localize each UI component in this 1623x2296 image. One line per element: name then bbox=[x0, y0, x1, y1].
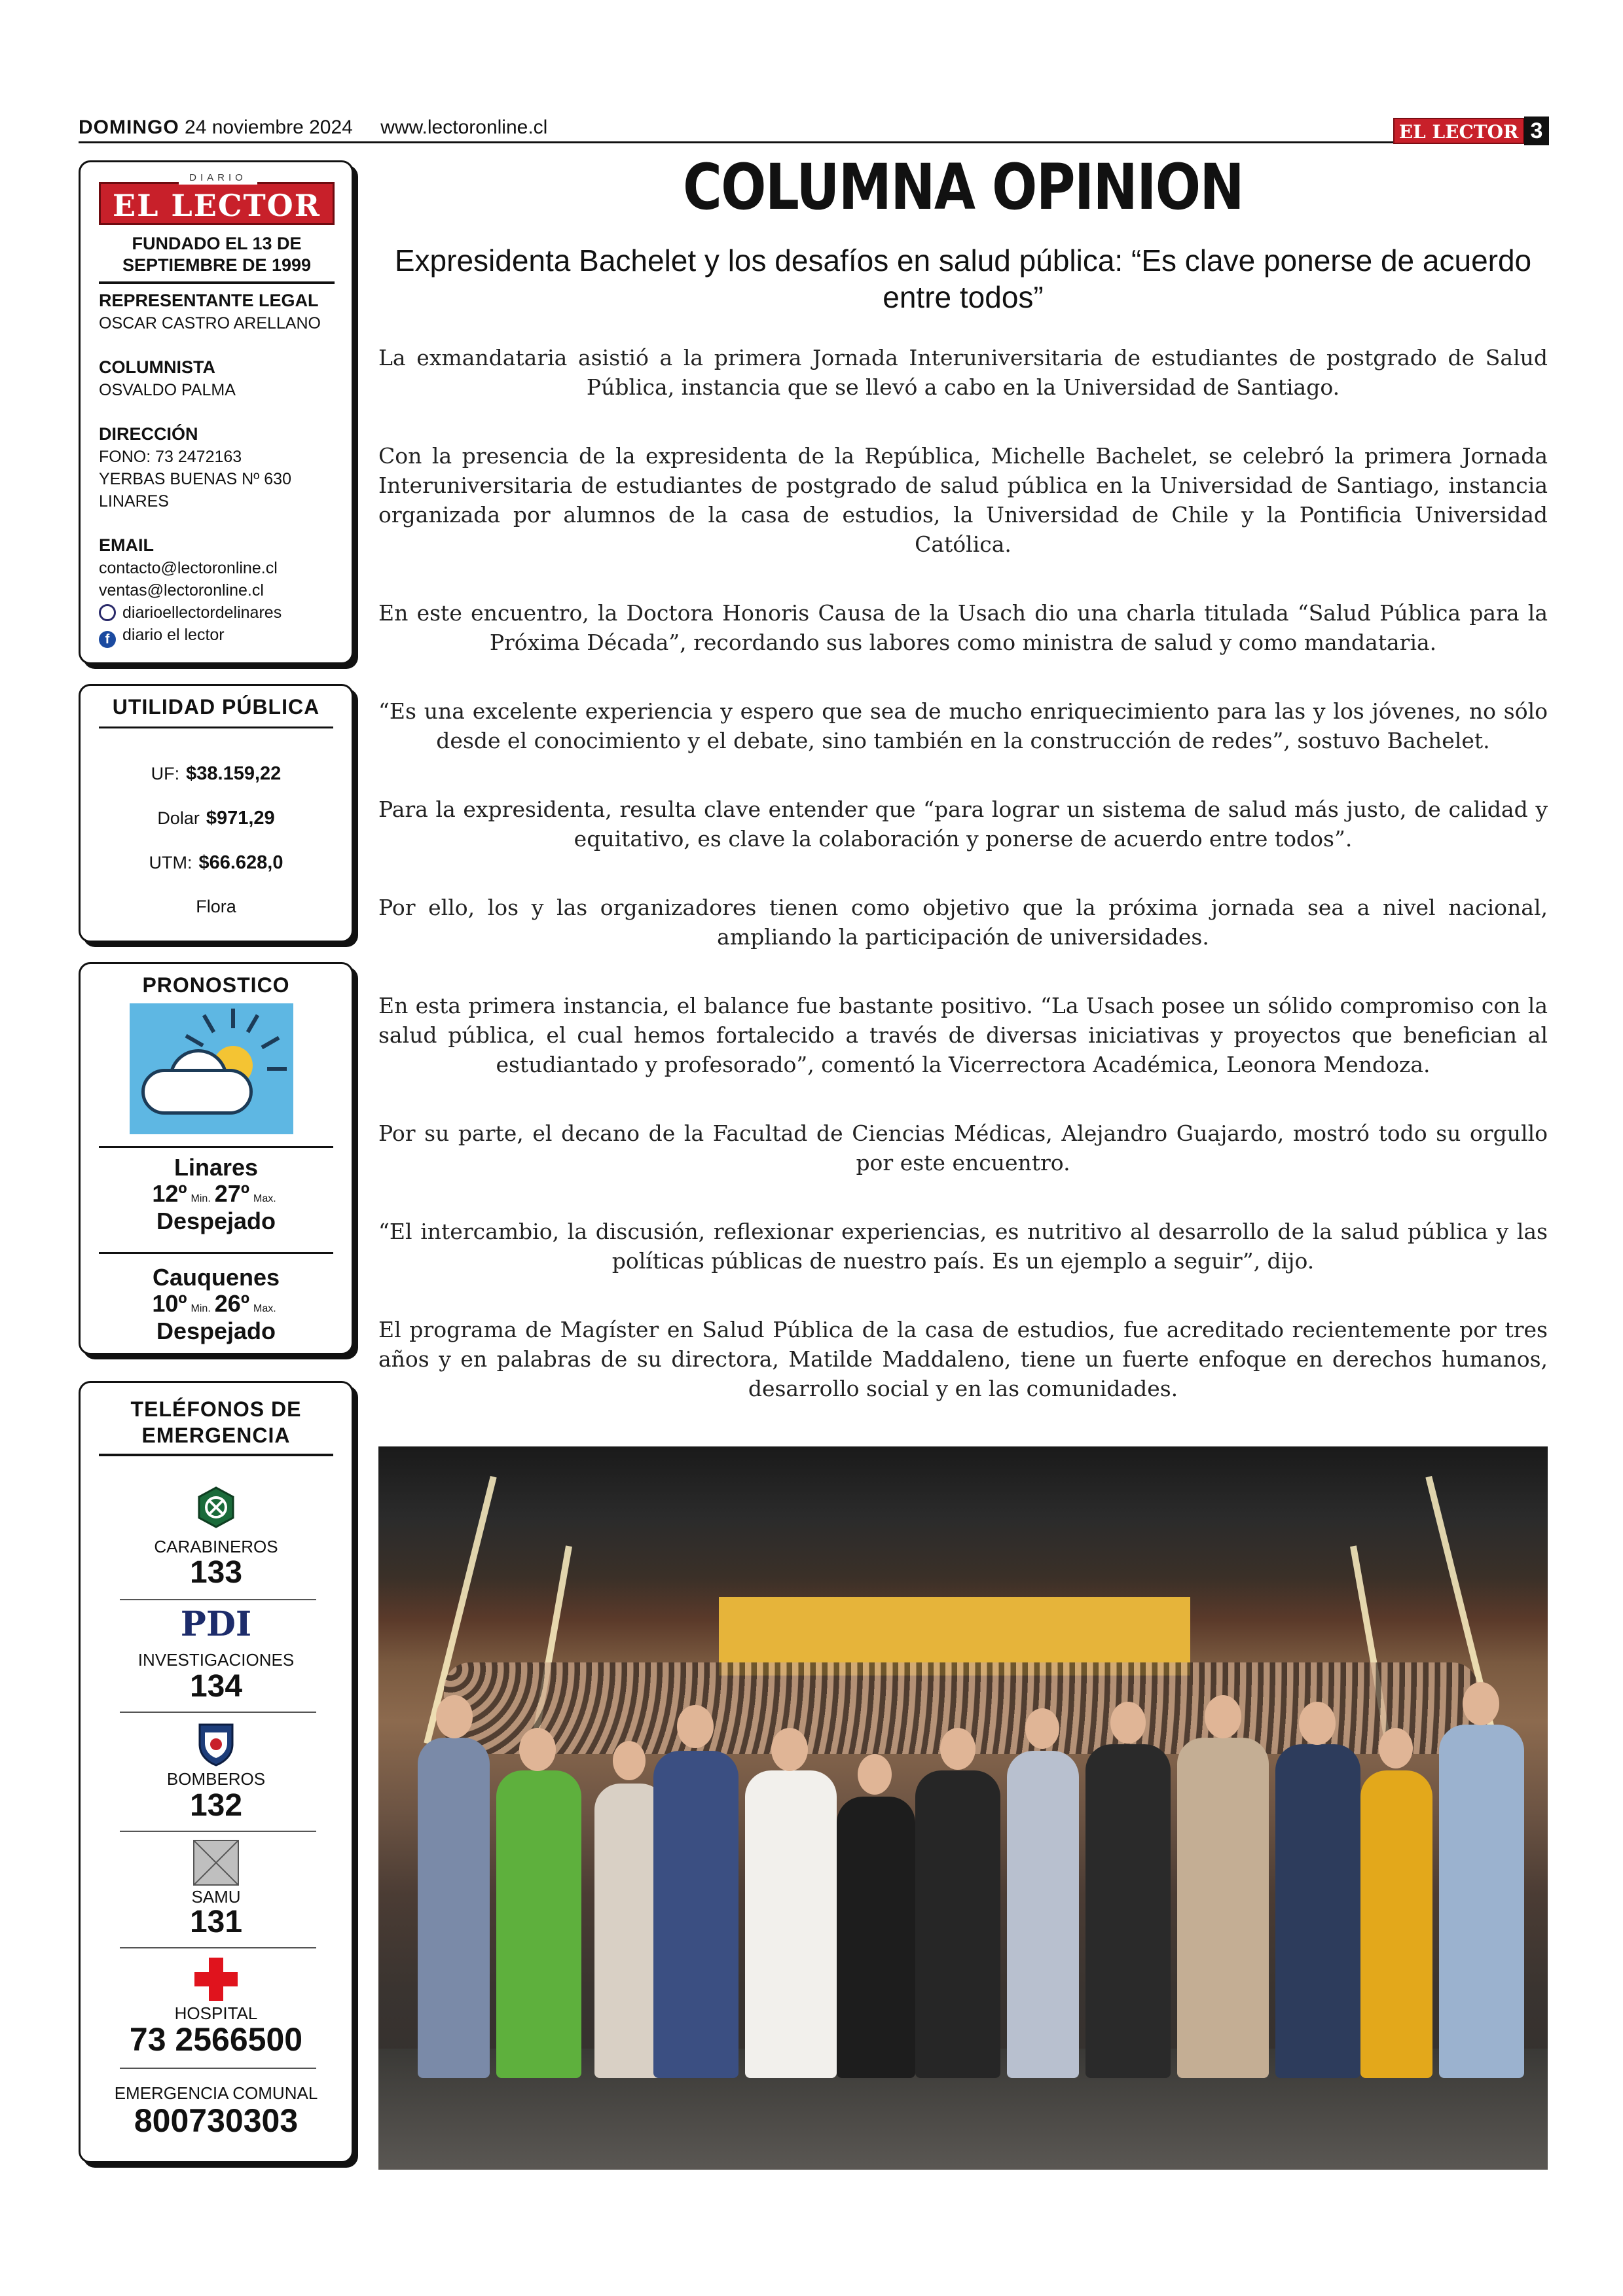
facebook-link[interactable] bbox=[99, 624, 225, 648]
dolar-label: Dolar bbox=[157, 808, 200, 828]
columnist-name: OSVALDO PALMA bbox=[99, 381, 236, 399]
bomberos-shield-icon bbox=[197, 1721, 235, 1767]
emergencia-rule bbox=[120, 1599, 316, 1600]
header-date: 24 noviembre 2024 bbox=[185, 117, 353, 138]
section-title: COLUMNA OPINION bbox=[682, 151, 1244, 224]
article-paragraph: Por ello, los y las organizadores tienen como objetivo que la próxima jornada sea a nivel nacional, ampliando la participación de universidades. bbox=[378, 895, 1548, 950]
emergencia-title-line1: TELÉFONOS DE bbox=[130, 1397, 302, 1421]
article-paragraph: “El intercambio, la discusión, reflexionar experiencias, es nutritivo al desarrollo de la salud pública y las políticas públicas de nuestro país. Es un ejemplo a seguir”, dijo. bbox=[378, 1219, 1548, 1274]
legal-rep-label: REPRESENTANTE LEGAL bbox=[99, 291, 319, 310]
temps-cauquenes bbox=[81, 1290, 352, 1318]
bomberos-number: 132 bbox=[189, 1788, 243, 1823]
dolar-value: $971,29 bbox=[206, 808, 275, 829]
utilidad-extra: Flora bbox=[196, 897, 236, 916]
masthead-box bbox=[79, 160, 354, 664]
phone-text: FONO: 73 2472163 bbox=[99, 448, 242, 466]
emergencia-comunal-number: 800730303 bbox=[134, 2102, 299, 2139]
page-number: 3 bbox=[1524, 117, 1549, 145]
utilidad-divider bbox=[99, 726, 333, 728]
uf-label: UF: bbox=[151, 764, 180, 783]
email-contacto-link[interactable]: contacto@lectoronline.cl bbox=[99, 559, 278, 577]
address-label: DIRECCIÓN bbox=[99, 424, 198, 444]
samu-number: 131 bbox=[189, 1905, 243, 1939]
emergencia-rule bbox=[120, 2068, 316, 2069]
masthead-divider bbox=[99, 281, 335, 284]
samu-label: SAMU bbox=[191, 1887, 241, 1907]
temp-max: 27º bbox=[214, 1180, 249, 1207]
article-paragraph: Con la presencia de la expresidenta de la República, Michelle Bachelet, se celebró la primera Jornada Interuniversitaria de estudiantes de postgrado de salud pública en la Universidad de Santiago, instancia organizada por alumnos de la casa de estudios, la Universidad de Chile y la Pontificia Universidad Católica. bbox=[378, 443, 1548, 557]
max-label: Max. bbox=[253, 1303, 276, 1314]
city-name-linares: Linares bbox=[173, 1154, 259, 1181]
pdi-label: INVESTIGACIONES bbox=[137, 1650, 295, 1670]
condition-cauquenes: Despejado bbox=[156, 1318, 276, 1344]
el-lector-logo bbox=[99, 182, 335, 225]
emergencia-box bbox=[79, 1381, 354, 2163]
utm-row bbox=[81, 852, 352, 874]
utilidad-title: UTILIDAD PÚBLICA bbox=[112, 695, 320, 719]
header-day: DOMINGO bbox=[79, 117, 179, 138]
hospital-number: 73 2566500 bbox=[129, 2021, 303, 2058]
temp-max: 26º bbox=[214, 1290, 249, 1317]
temp-min: 10º bbox=[152, 1290, 187, 1317]
dolar-row bbox=[81, 808, 352, 829]
hospital-label: HOSPITAL bbox=[174, 2003, 258, 2023]
uf-row bbox=[81, 763, 352, 785]
temp-min: 12º bbox=[152, 1180, 187, 1207]
uf-value: $38.159,22 bbox=[186, 763, 282, 784]
email-ventas-link[interactable]: ventas@lectoronline.cl bbox=[99, 581, 264, 600]
article-paragraph: “Es una excelente experiencia y espero que sea de mucho enriquecimiento para las y los jóvenes, no sólo desde el conocimiento y el debate, sino también en la construcción de redes”, sostuvo Bachelet. bbox=[378, 698, 1548, 753]
red-cross-icon bbox=[193, 1956, 239, 2002]
facebook-handle: diario el lector bbox=[122, 626, 225, 644]
city-text: LINARES bbox=[99, 492, 169, 511]
carabineros-label: CARABINEROS bbox=[154, 1537, 278, 1556]
page-header bbox=[79, 117, 1548, 143]
article-paragraph: En esta primera instancia, el balance fue bastante positivo. “La Usach posee un sólido compromiso con la salud pública, el cual hemos fortalecido a través de diversas iniciativas y proyectos que benefician al estudiantado y profesorado”, comentó la Vicerrectora Académica, Leonora Mendoza. bbox=[378, 993, 1548, 1077]
utm-value: $66.628,0 bbox=[198, 852, 283, 873]
instagram-link[interactable] bbox=[99, 602, 282, 624]
logo-text: EL LECTOR bbox=[113, 188, 321, 223]
article-paragraph: Por su parte, el decano de la Facultad de Ciencias Médicas, Alejandro Guajardo, mostró todo su orgullo por este encuentro. bbox=[378, 1121, 1548, 1175]
legal-rep-name: OSCAR CASTRO ARELLANO bbox=[99, 314, 321, 332]
emergencia-rule bbox=[120, 1947, 316, 1948]
emergencia-rule bbox=[120, 1831, 316, 1832]
emergencia-divider bbox=[99, 1454, 333, 1456]
founded-text: FUNDADO EL 13 DE SEPTIEMBRE DE 1999 bbox=[122, 234, 312, 275]
carabineros-number: 133 bbox=[189, 1555, 243, 1590]
article-photo bbox=[378, 1446, 1548, 2170]
carabineros-badge-icon bbox=[195, 1486, 237, 1528]
samu-icon bbox=[193, 1840, 239, 1886]
header-rule bbox=[79, 141, 1548, 143]
pronostico-box bbox=[79, 962, 354, 1355]
email-label: EMAIL bbox=[99, 535, 154, 555]
article-paragraph: En este encuentro, la Doctora Honoris Causa de la Usach dio una charla titulada “Salud Pública para la Próxima Década”, recordando sus labores como ministra de salud y como mandataria. bbox=[378, 600, 1548, 655]
emergencia-comunal-label: EMERGENCIA COMUNAL bbox=[114, 2083, 318, 2103]
partly-cloudy-icon bbox=[130, 1003, 293, 1134]
street-text: YERBAS BUENAS Nº 630 bbox=[99, 470, 291, 488]
pronostico-divider-2 bbox=[99, 1252, 333, 1254]
utilidad-publica-box bbox=[79, 684, 354, 942]
instagram-handle: diarioellectordelinares bbox=[122, 603, 282, 622]
facebook-icon: f bbox=[99, 631, 116, 648]
utm-label: UTM: bbox=[149, 853, 192, 872]
min-label: Min. bbox=[191, 1193, 211, 1204]
logo-diario-label: DIARIO bbox=[179, 171, 257, 185]
emergencia-title-line2: EMERGENCIA bbox=[141, 1424, 291, 1447]
header-site-link[interactable]: www.lectoronline.cl bbox=[380, 117, 548, 138]
instagram-icon bbox=[99, 604, 116, 621]
article-body bbox=[378, 343, 1548, 1443]
columnist-label: COLUMNISTA bbox=[99, 357, 215, 377]
header-logo: EL LECTOR bbox=[1393, 118, 1524, 144]
pronostico-divider-1 bbox=[99, 1146, 333, 1148]
pronostico-title: PRONOSTICO bbox=[142, 973, 290, 997]
bomberos-label: BOMBEROS bbox=[166, 1769, 266, 1789]
city-name-cauquenes: Cauquenes bbox=[152, 1264, 280, 1291]
article-headline: Expresidenta Bachelet y los desafíos en salud pública: “Es clave ponerse de acuerdo entre todos” bbox=[394, 243, 1532, 314]
article-paragraph: Para la expresidenta, resulta clave entender que “para lograr un sistema de salud más justo, de calidad y equitativo, es clave la colaboración y ponerse de acuerdo entre todos”. bbox=[378, 797, 1548, 852]
article-paragraph: El programa de Magíster en Salud Pública de la casa de estudios, fue acreditado recientemente por tres años y en palabras de su directora, Matilde Maddaleno, tiene un fuerte enfoque en derechos humanos, desarrollo social y en las comunidades. bbox=[378, 1317, 1548, 1401]
min-label: Min. bbox=[191, 1303, 211, 1314]
condition-linares: Despejado bbox=[156, 1208, 276, 1234]
article-paragraph: La exmandataria asistió a la primera Jornada Interuniversitaria de estudiantes de postgrado de Salud Pública, instancia que se llevó a cabo en la Universidad de Santiago. bbox=[378, 345, 1548, 400]
temps-linares bbox=[81, 1180, 352, 1208]
max-label: Max. bbox=[253, 1193, 276, 1204]
emergencia-rule bbox=[120, 1712, 316, 1713]
pdi-logo-icon: PDI bbox=[180, 1604, 252, 1644]
pdi-number: 134 bbox=[189, 1669, 243, 1704]
